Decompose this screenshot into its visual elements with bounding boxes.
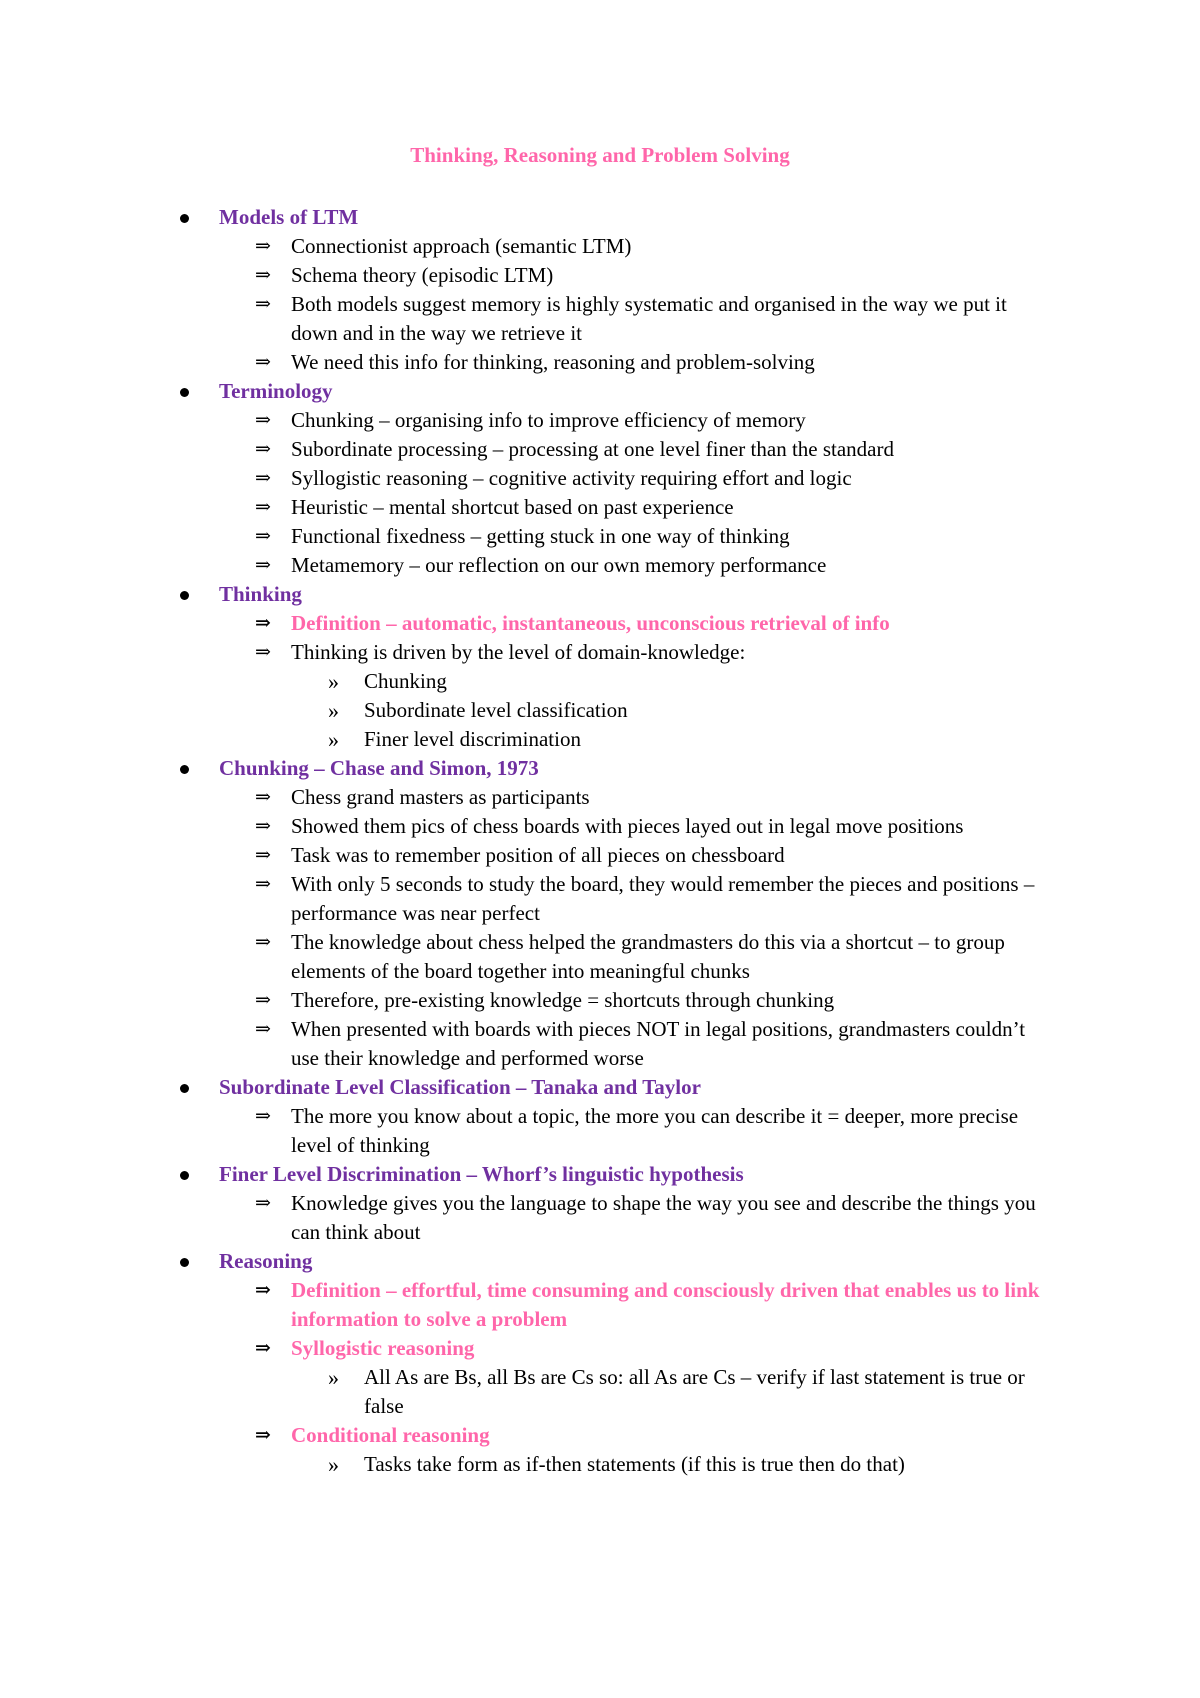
list-item (0, 1102, 1057, 1160)
bullet-icon (180, 1084, 189, 1093)
list-item (0, 870, 1057, 928)
list-item-text: Syllogistic reasoning (291, 1336, 475, 1360)
bullet-icon (180, 388, 189, 397)
double-arrow-icon: ⇒ (255, 1425, 271, 1446)
double-arrow-icon: ⇒ (255, 236, 271, 257)
list-item-text: The knowledge about chess helped the grandmasters do this via a shortcut – to group elements of the board together into meaningful chunks (291, 930, 1005, 983)
sub-list-item-text: All As are Bs, all Bs are Cs so: all As are Cs – verify if last statement is true or false (364, 1365, 1025, 1418)
bullet-icon (180, 591, 189, 600)
double-arrow-icon: ⇒ (255, 294, 271, 315)
list-item-text: Showed them pics of chess boards with pieces layed out in legal move positions (291, 814, 964, 838)
list-item-text: Chunking – organising info to improve efficiency of memory (291, 408, 806, 432)
section-heading (0, 377, 1057, 406)
list-item-text: Definition – automatic, instantaneous, unconscious retrieval of info (291, 611, 890, 635)
section-heading-text: Chunking – Chase and Simon, 1973 (219, 756, 539, 780)
list-item-text: Chess grand masters as participants (291, 785, 590, 809)
double-arrow-icon: ⇒ (255, 642, 271, 663)
list-item (0, 841, 1057, 870)
list-item (0, 435, 1057, 464)
double-arrow-icon: ⇒ (255, 410, 271, 431)
double-chevron-icon: » (328, 1452, 339, 1477)
double-chevron-icon: » (328, 698, 339, 723)
list-item-text: Knowledge gives you the language to shape the way you see and describe the things you can think about (291, 1191, 1036, 1244)
list-item-text: We need this info for thinking, reasoning and problem-solving (291, 350, 815, 374)
list-item (0, 1189, 1057, 1247)
list-item-text: Task was to remember position of all pieces on chessboard (291, 843, 785, 867)
list-item-text: Syllogistic reasoning – cognitive activity requiring effort and logic (291, 466, 852, 490)
section-heading (0, 1247, 1057, 1276)
double-arrow-icon: ⇒ (255, 265, 271, 286)
double-arrow-icon: ⇒ (255, 352, 271, 373)
notes-outline (0, 203, 1200, 1479)
list-item (0, 986, 1057, 1015)
double-arrow-icon: ⇒ (255, 468, 271, 489)
list-item-text: Functional fixedness – getting stuck in one way of thinking (291, 524, 790, 548)
list-item (0, 812, 1057, 841)
sub-list-item-text: Subordinate level classification (364, 698, 628, 722)
list-item-text: Conditional reasoning (291, 1423, 490, 1447)
document-title: Thinking, Reasoning and Problem Solving (410, 143, 790, 167)
sub-list-item (0, 1450, 1057, 1479)
list-item-text: Therefore, pre-existing knowledge = shortcuts through chunking (291, 988, 835, 1012)
section-heading-text: Terminology (219, 379, 333, 403)
sub-list-item-text: Finer level discrimination (364, 727, 581, 751)
double-arrow-icon: ⇒ (255, 439, 271, 460)
highlighted-point (0, 609, 1057, 638)
list-item (0, 464, 1057, 493)
section-heading-text: Thinking (219, 582, 302, 606)
sub-list-item (0, 696, 1057, 725)
double-arrow-icon: ⇒ (255, 990, 271, 1011)
list-item (0, 551, 1057, 580)
list-item (0, 493, 1057, 522)
sub-list-item (0, 1363, 1057, 1421)
list-item (0, 261, 1057, 290)
double-chevron-icon: » (328, 727, 339, 752)
double-arrow-icon: ⇒ (255, 874, 271, 895)
list-item (0, 1015, 1057, 1073)
bullet-icon (180, 1171, 189, 1180)
section-heading (0, 203, 1057, 232)
section-heading-text: Models of LTM (219, 205, 359, 229)
list-item-text: Thinking is driven by the level of domain-knowledge: (291, 640, 746, 664)
double-arrow-icon: ⇒ (255, 1193, 271, 1214)
list-item (0, 783, 1057, 812)
section-heading-text: Reasoning (219, 1249, 313, 1273)
double-arrow-icon: ⇒ (255, 526, 271, 547)
sub-list-item (0, 667, 1057, 696)
section-heading-text: Finer Level Discrimination – Whorf’s linguistic hypothesis (219, 1162, 744, 1186)
double-arrow-icon: ⇒ (255, 1280, 271, 1301)
list-item-text: Schema theory (episodic LTM) (291, 263, 554, 287)
double-chevron-icon: » (328, 669, 339, 694)
double-arrow-icon: ⇒ (255, 1338, 271, 1359)
list-item-text: When presented with boards with pieces NOT in legal positions, grandmasters couldn’t use their knowledge and performed worse (291, 1017, 1026, 1070)
list-item-text: Both models suggest memory is highly systematic and organised in the way we put it down and in the way we retrieve it (291, 292, 1007, 345)
list-item (0, 348, 1057, 377)
double-arrow-icon: ⇒ (255, 613, 271, 634)
list-item (0, 232, 1057, 261)
double-arrow-icon: ⇒ (255, 816, 271, 837)
double-arrow-icon: ⇒ (255, 555, 271, 576)
sub-list-item-text: Chunking (364, 669, 447, 693)
list-item (0, 638, 1057, 667)
list-item-text: Connectionist approach (semantic LTM) (291, 234, 632, 258)
double-arrow-icon: ⇒ (255, 932, 271, 953)
sub-list-item (0, 725, 1057, 754)
list-item-text: Subordinate processing – processing at one level finer than the standard (291, 437, 894, 461)
double-arrow-icon: ⇒ (255, 1019, 271, 1040)
section-heading (0, 1160, 1057, 1189)
section-heading (0, 1073, 1057, 1102)
highlighted-point (0, 1334, 1057, 1363)
highlighted-point (0, 1276, 1057, 1334)
list-item-text: With only 5 seconds to study the board, they would remember the pieces and positions – performance was near perfect (291, 872, 1035, 925)
sub-list-item-text: Tasks take form as if-then statements (if this is true then do that) (364, 1452, 905, 1476)
double-arrow-icon: ⇒ (255, 845, 271, 866)
double-arrow-icon: ⇒ (255, 787, 271, 808)
double-arrow-icon: ⇒ (255, 497, 271, 518)
list-item-text: Heuristic – mental shortcut based on past experience (291, 495, 734, 519)
bullet-icon (180, 765, 189, 774)
bullet-icon (180, 1258, 189, 1267)
list-item-text: Definition – effortful, time consuming and consciously driven that enables us to link information to solve a problem (291, 1278, 1040, 1331)
section-heading-text: Subordinate Level Classification – Tanaka and Taylor (219, 1075, 701, 1099)
list-item (0, 290, 1057, 348)
bullet-icon (180, 214, 189, 223)
highlighted-point (0, 1421, 1057, 1450)
section-heading (0, 754, 1057, 783)
section-heading (0, 580, 1057, 609)
double-chevron-icon: » (328, 1365, 339, 1390)
list-item-text: Metamemory – our reflection on our own memory performance (291, 553, 827, 577)
list-item-text: The more you know about a topic, the more you can describe it = deeper, more precise level of thinking (291, 1104, 1019, 1157)
list-item (0, 522, 1057, 551)
list-item (0, 406, 1057, 435)
list-item (0, 928, 1057, 986)
double-arrow-icon: ⇒ (255, 1106, 271, 1127)
